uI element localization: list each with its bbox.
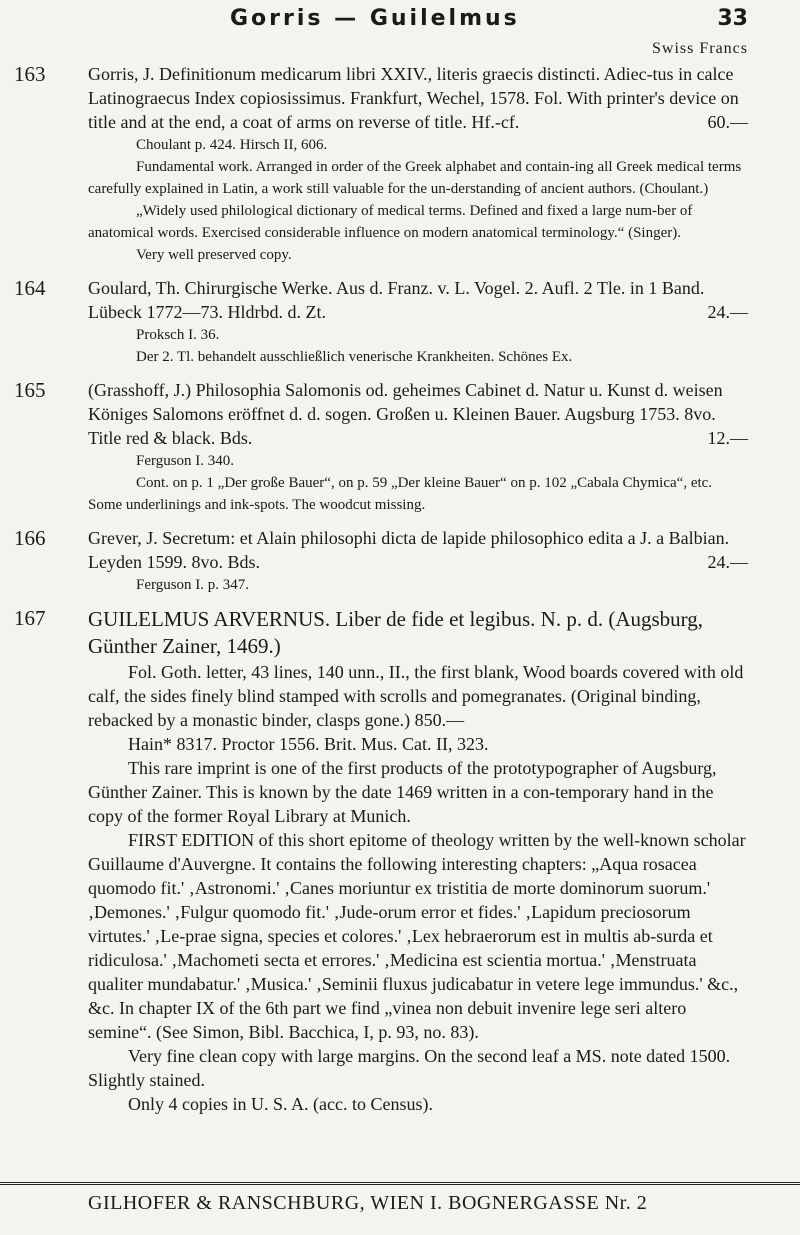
entry-description (88, 276, 748, 324)
entry-description (88, 606, 748, 660)
entry-price: 12.— (707, 428, 748, 448)
page-number: 33 (717, 6, 748, 31)
entry-note: Cont. on p. 1 „Der große Bauer“, on p. 59 „Der kleine Bauer“ on p. 102 „Cabala Chymica“, etc. Some underlinings and ink-spots. The woodcut missing. (88, 475, 713, 513)
entry-note: Only 4 copies in U. S. A. (acc. to Census). (128, 1094, 433, 1114)
catalogue-entry (0, 606, 800, 1116)
entry-number: 164 (14, 276, 46, 300)
catalogue-entry (0, 62, 800, 266)
entry-note: Der 2. Tl. behandelt ausschließlich venerische Krankheiten. Schönes Ex. (136, 349, 573, 365)
entry-price: 24.— (707, 302, 748, 322)
publisher-footer: GILHOFER & RANSCHBURG, WIEN I. BOGNERGASSE Nr. 2 (88, 1192, 648, 1214)
running-head: Gorris — Guilelmus (230, 6, 520, 31)
entry-text: GUILELMUS ARVERNUS. Liber de fide et legibus. N. p. d. (Augsburg, Günther Zainer, 1469.) (88, 607, 704, 658)
entry-note: „Widely used philological dictionary of medical terms. Defined and fixed a large num-ber of anatomical words. Exercised considerable influence on modern anatomical terminology.“ (Singer). (88, 203, 693, 241)
entry-note: Ferguson I. 340. (136, 453, 235, 469)
entry-text: Grever, J. Secretum: et Alain philosophi dicta de lapide philosophico edita a J. a Balbian. Leyden 1599. 8vo. Bds. (88, 528, 730, 572)
entry-text: Gorris, J. Definitionum medicarum libri XXIV., literis graecis distincti. Adiec-tus in calce Latinograecus Index copiosissimus. Frankfurt, Wechel, 1578. Fol. With printer's device on title and at the end, a coat of arms on reverse of title. Hf.-cf. (88, 64, 739, 132)
entry-note: FIRST EDITION of this short epitome of theology written by the well-known scholar Guillaume d'Auvergne. It contains the following interesting chapters: „Aqua rosacea quomodo fit.' ‚Astronomi.' ‚Canes moriuntur ex tristitia de morte dominorum suorum.' ‚Demones.' ‚Fulgur quomodo fit.' ‚Jude-orum error et fides.' ‚Lapidum preciosorum virtutes.' ‚Le-prae signa, species et colores.' ‚Lex hebraerorum est in multis ab-surda et ridiculosa.' ‚Machometi secta et errores.' ‚Medicina est scientia mortua.' ‚Menstruata qualiter mundabatur.' ‚Musica.' ‚Seminii fluxus judicabatur in vetere lege immundus.' &c., &c. In chapter IX of the 6th part we find „vinea non debuit invenire lege seri altero semine“. (See Simon, Bibl. Bacchica, I, p. 93, no. 83). (88, 830, 746, 1042)
footer-rule (0, 1182, 800, 1185)
entry-note: Choulant p. 424. Hirsch II, 606. (136, 137, 328, 153)
entry-text: (Grasshoff, J.) Philosophia Salomonis od. geheimes Cabinet d. Natur u. Kunst d. weisen Königes Salomons eröffnet d. d. sogen. Großen u. Kleinen Bauer. Augsburg 1753. 8vo. Title red & black. Bds. (88, 380, 723, 448)
entry-text: Goulard, Th. Chirurgische Werke. Aus d. Franz. v. L. Vogel. 2. Aufl. 2 Tle. in 1 Band. Lübeck 1772—73. Hldrbd. d. Zt. (88, 278, 705, 322)
entry-description (88, 378, 748, 450)
entry-description (88, 526, 748, 574)
entry-number: 165 (14, 378, 46, 402)
entry-price: 60.— (707, 112, 748, 132)
currency-label: Swiss Francs (651, 40, 748, 57)
entry-number: 166 (14, 526, 46, 550)
entry-note: Very well preserved copy. (136, 247, 292, 263)
entry-note: Fundamental work. Arranged in order of the Greek alphabet and contain-ing all Greek medical terms carefully explained in Latin, a work still valuable for the un-derstanding of ancient authors. (Choulant.) (88, 159, 742, 197)
entry-number: 167 (14, 606, 46, 630)
entry-note: Fol. Goth. letter, 43 lines, 140 unn., II., the first blank, Wood boards covered with old calf, the sides finely blind stamped with scrolls and pomegranates. (Original binding, rebacked by a monastic binder, clasps gone.) 850.— (88, 662, 744, 730)
catalogue-entry (0, 276, 800, 368)
catalogue-entry (0, 378, 800, 516)
entries-list (0, 62, 800, 1126)
entry-note: This rare imprint is one of the first products of the prototypographer of Augsburg, Günther Zainer. This is known by the date 1469 written in a con-temporary hand in the copy of the former Royal Library at Munich. (88, 758, 717, 826)
entry-price: 24.— (707, 552, 748, 572)
entry-note: Hain* 8317. Proctor 1556. Brit. Mus. Cat. II, 323. (128, 734, 489, 754)
catalogue-entry (0, 526, 800, 596)
entry-note: Ferguson I. p. 347. (136, 577, 250, 593)
entry-note: Proksch I. 36. (136, 327, 220, 343)
entry-number: 163 (14, 62, 46, 86)
entry-note: Very fine clean copy with large margins. On the second leaf a MS. note dated 1500. Slightly stained. (88, 1046, 731, 1090)
entry-description (88, 62, 748, 134)
